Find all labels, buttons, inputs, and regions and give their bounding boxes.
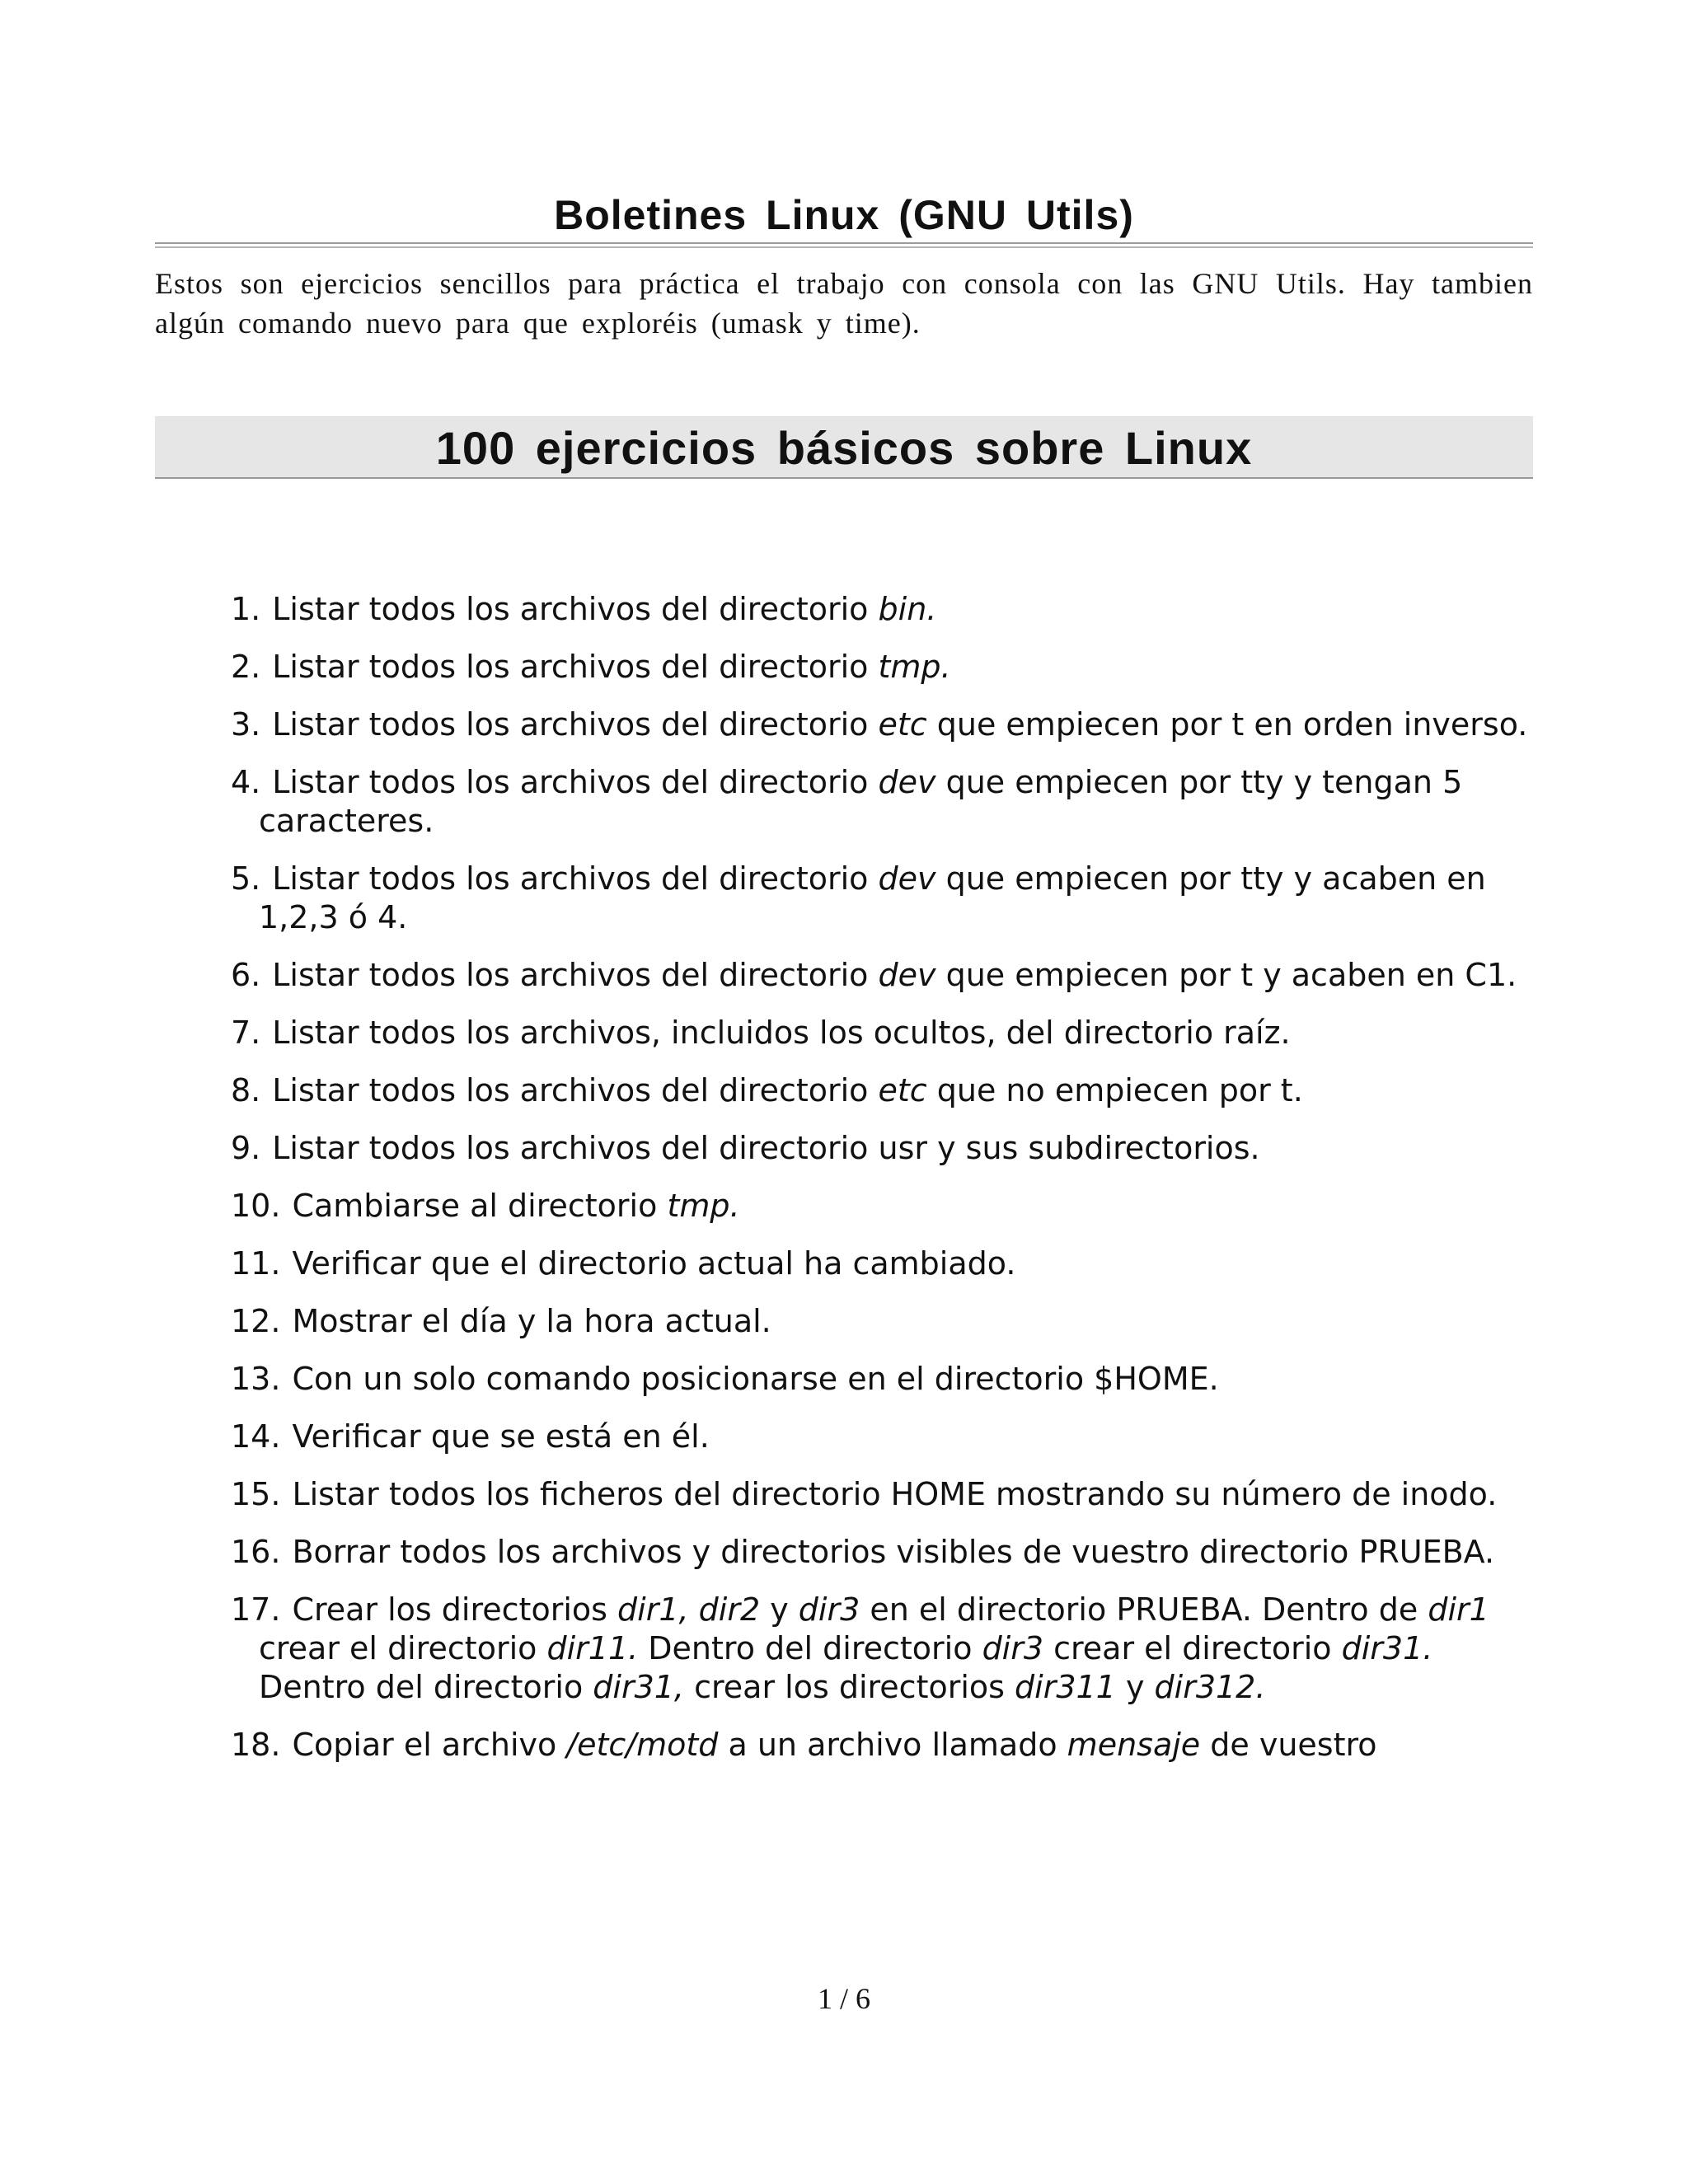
exercise-text: Verificar que se está en él.: [292, 1418, 710, 1455]
exercise-text: Mostrar el día y la hora actual.: [292, 1303, 771, 1339]
exercise-text: Listar todos los archivos, incluidos los ocultos, del directorio raíz.: [272, 1015, 1291, 1051]
exercise-term: tmp.: [878, 649, 951, 685]
exercise-term: dir1: [1428, 1591, 1489, 1628]
exercise-text: crear el directorio: [259, 1630, 547, 1666]
exercise-number: 3.: [231, 706, 261, 743]
exercise-text: Listar todos los ficheros del directorio HOME mostrando su número de inodo.: [292, 1476, 1498, 1512]
exercise-number: 11.: [231, 1245, 281, 1282]
exercise-text: crear el directorio: [1043, 1630, 1342, 1666]
title-rule: [155, 242, 1533, 244]
exercise-text: Cambiarse al directorio: [292, 1188, 668, 1224]
exercise-text: que empiecen por t y acaben en C1.: [935, 957, 1517, 993]
exercise-term: dir3: [798, 1591, 860, 1628]
exercise-text: que empiecen por t en orden inverso.: [926, 706, 1528, 743]
exercise-text: de vuestro: [1200, 1727, 1377, 1763]
exercise-number: 9.: [231, 1130, 261, 1166]
exercise-item: [231, 956, 1541, 995]
exercise-text: Listar todos los archivos del directorio: [272, 649, 879, 685]
exercise-number: 6.: [231, 957, 261, 993]
exercise-text: Copiar el archivo: [292, 1727, 567, 1763]
exercise-number: 4.: [231, 764, 261, 800]
exercise-text: Listar todos los archivos del directorio: [272, 860, 879, 897]
exercise-term: etc: [878, 1072, 927, 1108]
section-title: 100 ejercicios básicos sobre Linux: [435, 422, 1253, 474]
exercise-item: [231, 590, 1541, 629]
exercise-term: dir31.: [1341, 1630, 1433, 1666]
exercise-item: [231, 1418, 1541, 1456]
exercise-text: Listar todos los archivos del directorio: [272, 957, 879, 993]
exercise-term: dev: [878, 764, 936, 800]
exercise-text: Verificar que el directorio actual ha cambiado.: [292, 1245, 1016, 1282]
exercise-item: [231, 1475, 1541, 1514]
exercise-term: dir312.: [1154, 1669, 1266, 1705]
exercise-item: [231, 860, 1541, 937]
exercise-text: Crear los directorios: [292, 1591, 618, 1628]
exercise-item: [231, 1360, 1541, 1399]
exercise-text: Dentro del directorio: [259, 1669, 593, 1705]
exercise-item: [231, 1726, 1541, 1765]
exercise-item: [231, 1591, 1541, 1707]
exercise-number: 17.: [231, 1591, 281, 1628]
intro-paragraph: Estos son ejercicios sencillos para práctica el trabajo con consola con las GNU Utils. Hay tambien algún comando nuevo para que exploréis (umask y time).: [155, 267, 1533, 340]
exercise-list: [231, 590, 1541, 1783]
title-rule-secondary: [155, 246, 1533, 248]
exercise-item: [231, 1129, 1541, 1168]
exercise-number: 18.: [231, 1727, 281, 1763]
exercise-text: Dentro del directorio: [638, 1630, 982, 1666]
exercise-item: [231, 648, 1541, 687]
exercise-term: tmp.: [667, 1188, 740, 1224]
exercise-number: 1.: [231, 591, 261, 627]
exercise-number: 16.: [231, 1534, 281, 1570]
exercise-text: en el directorio PRUEBA. Dentro de: [860, 1591, 1428, 1628]
exercise-item: [231, 705, 1541, 744]
exercise-term: /etc/motd: [566, 1727, 719, 1763]
exercise-item: [231, 1014, 1541, 1052]
exercise-text: Borrar todos los archivos y directorios visibles de vuestro directorio PRUEBA.: [292, 1534, 1495, 1570]
exercise-number: 2.: [231, 649, 261, 685]
exercise-term: dev: [878, 860, 936, 897]
exercise-text: que empiecen por tty y acaben en 1,2,3 ó 4.: [259, 860, 1486, 935]
exercise-text: a un archivo llamado: [718, 1727, 1067, 1763]
exercise-text: Listar todos los archivos del directorio: [272, 764, 879, 800]
exercise-term: etc: [878, 706, 927, 743]
exercise-number: 15.: [231, 1476, 281, 1512]
exercise-number: 12.: [231, 1303, 281, 1339]
exercise-text: y: [1115, 1669, 1155, 1705]
exercise-item: [231, 1533, 1541, 1572]
exercise-number: 14.: [231, 1418, 281, 1455]
exercise-text: Listar todos los archivos del directorio: [272, 591, 879, 627]
page-number: 1 / 6: [817, 1982, 870, 2015]
exercise-text: Listar todos los archivos del directorio usr y sus subdirectorios.: [272, 1130, 1260, 1166]
exercise-term: dir1, dir2: [617, 1591, 761, 1628]
exercise-term: dev: [878, 957, 936, 993]
exercise-item: [231, 1071, 1541, 1110]
exercise-item: [231, 763, 1541, 841]
exercise-text: que empiecen por tty y tengan 5 caracteres.: [259, 764, 1463, 839]
exercise-text: y: [760, 1591, 799, 1628]
exercise-item: [231, 1244, 1541, 1283]
exercise-term: dir311: [1015, 1669, 1116, 1705]
exercise-term: dir31,: [593, 1669, 685, 1705]
exercise-number: 7.: [231, 1015, 261, 1051]
document-title: Boletines Linux (GNU Utils): [554, 192, 1134, 238]
exercise-item: [231, 1302, 1541, 1341]
exercise-term: dir11.: [546, 1630, 639, 1666]
exercise-number: 5.: [231, 860, 261, 897]
exercise-text: Con un solo comando posicionarse en el directorio $HOME.: [292, 1361, 1219, 1397]
exercise-text: Listar todos los archivos del directorio: [272, 706, 879, 743]
exercise-term: mensaje: [1067, 1727, 1201, 1763]
exercise-item: [231, 1187, 1541, 1226]
exercise-number: 10.: [231, 1188, 281, 1224]
exercise-text: Listar todos los archivos del directorio: [272, 1072, 879, 1108]
exercise-term: bin.: [878, 591, 937, 627]
exercise-number: 13.: [231, 1361, 281, 1397]
exercise-text: que no empiecen por t.: [926, 1072, 1303, 1108]
exercise-number: 8.: [231, 1072, 261, 1108]
exercise-text: crear los directorios: [684, 1669, 1015, 1705]
section-heading-band: [155, 416, 1533, 479]
exercise-term: dir3: [982, 1630, 1044, 1666]
